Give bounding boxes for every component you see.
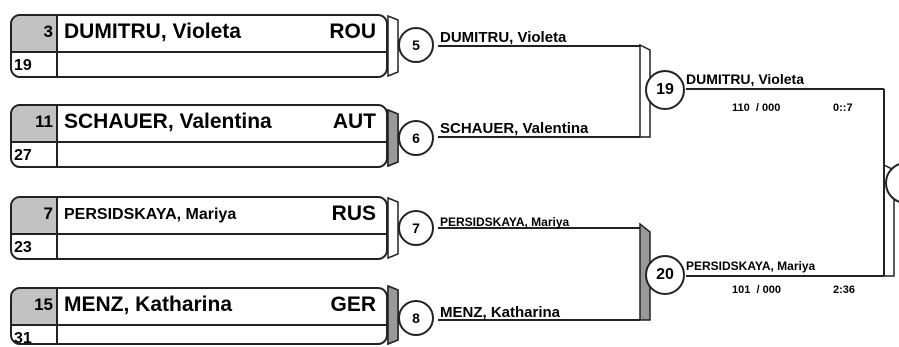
- bout-number-circle: 20: [645, 255, 685, 295]
- seed-cell: [12, 16, 58, 51]
- nation-code: ROU: [329, 20, 376, 43]
- divider: [12, 233, 386, 235]
- seed-number: 3: [43, 22, 53, 41]
- divider: [12, 51, 386, 53]
- seed-number: 11: [35, 112, 53, 131]
- match-time: 2:36: [833, 284, 856, 296]
- winner-name: SCHAUER, Valentina: [440, 120, 589, 137]
- bout-number-circle: 8: [398, 300, 434, 336]
- tab-cell: [12, 141, 58, 168]
- tab-number: 23: [14, 239, 32, 256]
- seed-cell: [12, 198, 58, 233]
- winner-name: PERSIDSKAYA, Mariya: [686, 259, 816, 273]
- entry-box: [10, 287, 388, 345]
- match-time: 0::7: [833, 102, 853, 114]
- tab-number: 31: [14, 330, 32, 345]
- athlete-name: DUMITRU, Violeta: [64, 20, 241, 43]
- nation-code: RUS: [331, 202, 376, 225]
- tab-number: 27: [14, 147, 32, 164]
- entry-box: [10, 14, 388, 78]
- divider: [12, 324, 386, 326]
- winner-name: DUMITRU, Violeta: [686, 71, 804, 87]
- tab-cell: [12, 324, 58, 345]
- entry-box: [10, 196, 388, 260]
- divider: [12, 141, 386, 143]
- seed-cell: [12, 106, 58, 141]
- nation-code: AUT: [332, 110, 376, 133]
- bout-number-circle: 7: [398, 210, 434, 246]
- tab-number: 19: [14, 57, 32, 74]
- winner-name: PERSIDSKAYA, Mariya: [440, 215, 570, 229]
- tab-cell: [12, 51, 58, 78]
- seed-number: 15: [34, 295, 53, 314]
- winner-name: MENZ, Katharina: [440, 304, 561, 321]
- bout-number-circle: 6: [398, 120, 434, 156]
- nation-code: GER: [330, 293, 376, 316]
- winner-name: DUMITRU, Violeta: [440, 29, 567, 46]
- athlete-name: SCHAUER, Valentina: [64, 110, 272, 133]
- athlete-name: PERSIDSKAYA, Mariya: [64, 206, 237, 223]
- entry-box: [10, 104, 388, 168]
- athlete-name: MENZ, Katharina: [64, 293, 233, 316]
- tab-cell: [12, 233, 58, 260]
- seed-cell: [12, 289, 58, 324]
- score-points: 101 / 000: [732, 284, 781, 296]
- seed-number: 7: [43, 204, 53, 223]
- bout-number-circle: 19: [645, 70, 685, 110]
- score-points: 110 / 000: [732, 102, 781, 114]
- bout-number-circle: 5: [398, 27, 434, 63]
